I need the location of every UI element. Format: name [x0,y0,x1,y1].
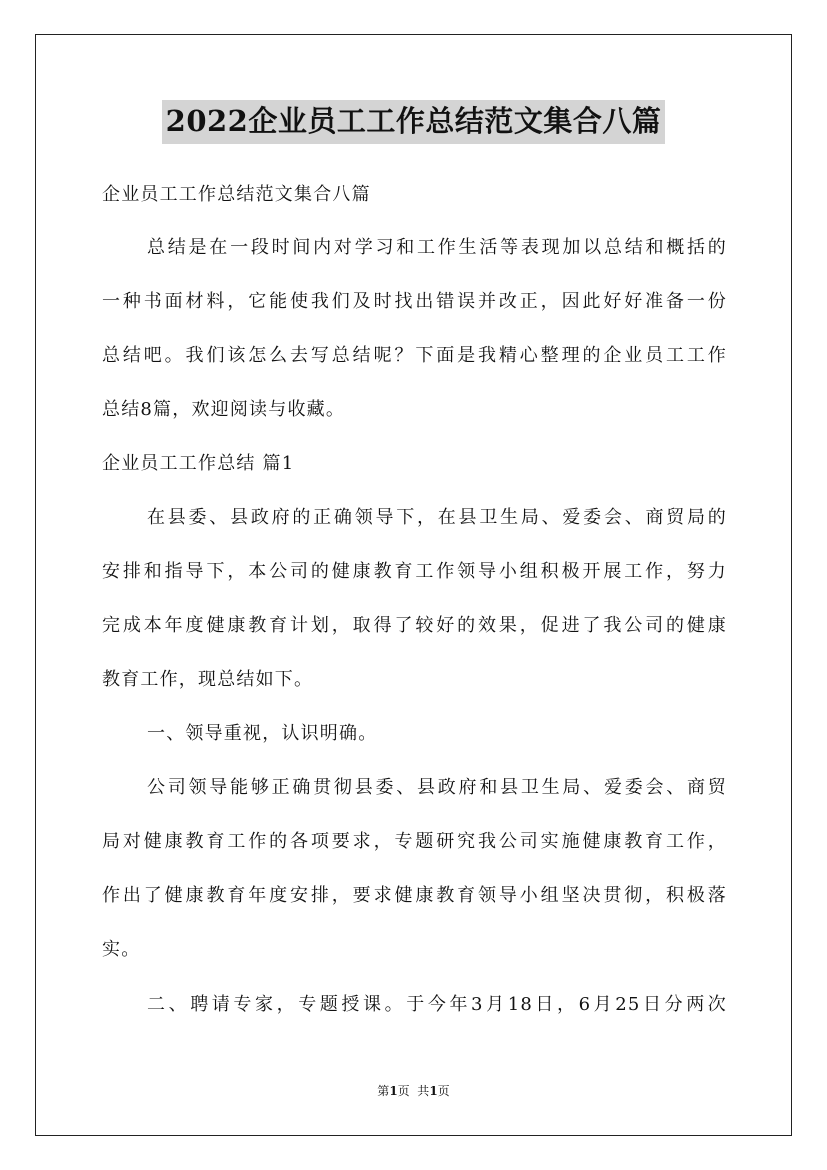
paragraph-line: 完成本年度健康教育计划，取得了较好的效果，促进了我公司的健康 [102,615,727,636]
footer-page-number: 1 [389,1084,398,1098]
paragraph-line: 总结吧。我们该怎么去写总结呢？下面是我精心整理的企业员工工作 [102,345,727,366]
point-heading: 一、领导重视，认识明确。 [147,723,378,744]
paragraph-line: 作出了健康教育年度安排，要求健康教育领导小组坚决贯彻，积极落 [102,885,727,906]
paragraph-line: 一种书面材料，它能使我们及时找出错误并改正，因此好好准备一份 [102,291,727,312]
paragraph-line: 教育工作，现总结如下。 [102,669,314,690]
subtitle-line: 企业员工工作总结范文集合八篇 [102,184,371,205]
footer-total-pages: 1 [429,1084,438,1098]
paragraph-line: 安排和指导下，本公司的健康教育工作领导小组积极开展工作，努力 [102,561,727,582]
paragraph-line: 实。 [102,939,141,960]
paragraph-line: 总结8篇，欢迎阅读与收藏。 [102,399,346,420]
footer-suffix: 页 [437,1084,450,1098]
paragraph-line: 二、聘请专家，专题授课。于今年3月18日，6月25日分两次 [147,994,727,1015]
footer-prefix: 第 [377,1084,390,1098]
section-heading: 企业员工工作总结 篇1 [102,453,295,474]
paragraph-line: 总结是在一段时间内对学习和工作生活等表现加以总结和概括的 [147,237,727,258]
document-title: 2022企业员工工作总结范文集合八篇 [162,100,666,144]
paragraph-line: 在县委、县政府的正确领导下，在县卫生局、爱委会、商贸局的 [147,507,727,528]
footer-mid: 页 共 [397,1084,430,1098]
page-footer [0,1083,827,1099]
paragraph-line: 局对健康教育工作的各项要求，专题研究我公司实施健康教育工作， [102,831,727,852]
title-container [0,100,827,144]
paragraph-line: 公司领导能够正确贯彻县委、县政府和县卫生局、爱委会、商贸 [147,777,727,798]
